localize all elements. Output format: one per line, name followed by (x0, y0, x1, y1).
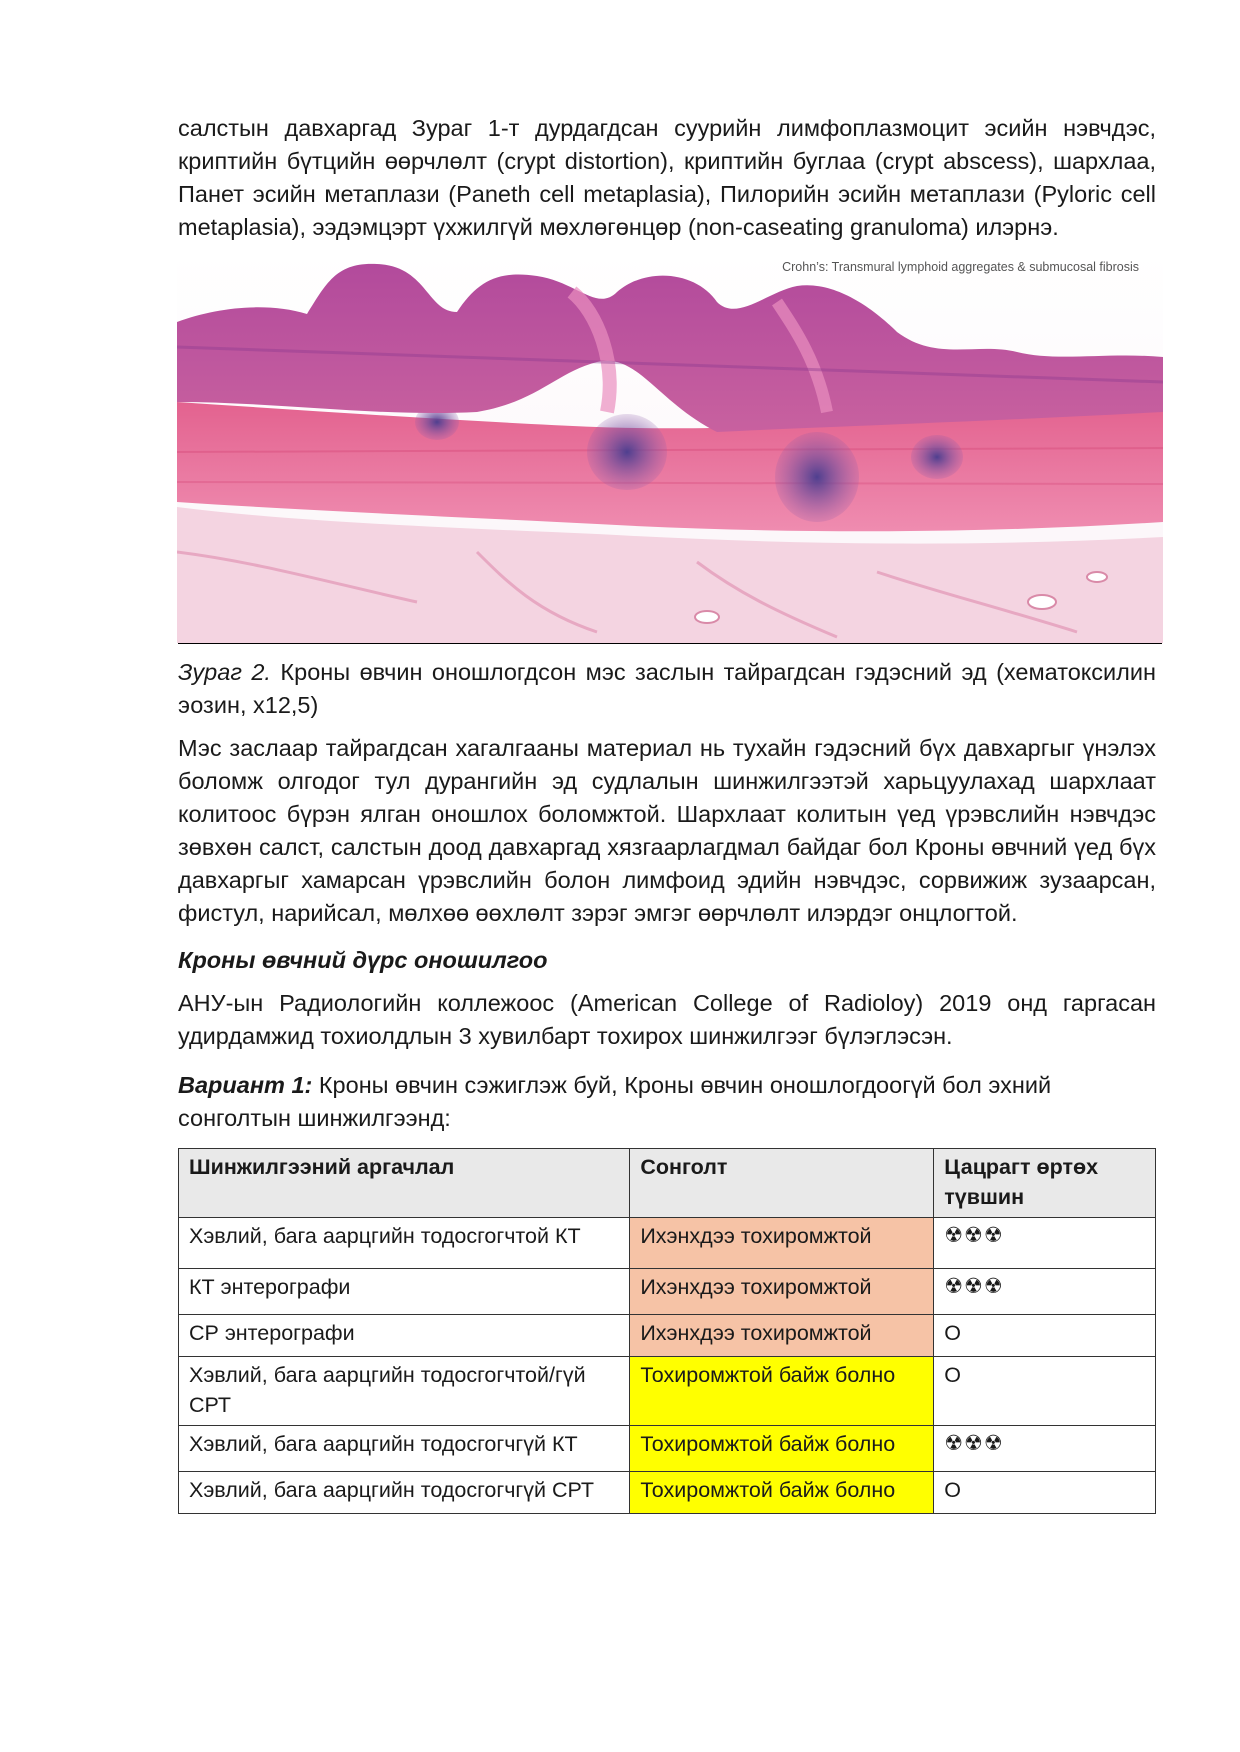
cell-method: СР энтерографи (179, 1315, 630, 1357)
table-header-row (179, 1149, 1156, 1218)
variant-paragraph (178, 1069, 1156, 1135)
acr-paragraph: АНУ-ын Радиологийн коллежоос (American College of Radioloy) 2019 онд гаргасан удирдамжид тохиолдлын 3 хувилбарт тохирох шинжилгээг бүлэглэсэн. (178, 990, 1156, 1049)
table-row (179, 1426, 1156, 1472)
cell-method: КТ энтерографи (179, 1269, 630, 1315)
cell-choice: Тохиромжтой байж болно (630, 1472, 934, 1514)
caption-label: Зураг 2. (178, 659, 271, 685)
cell-choice: Ихэнхдээ тохиромжтой (630, 1218, 934, 1269)
header-choice: Сонголт (630, 1149, 934, 1218)
table-row (179, 1357, 1156, 1426)
cell-radiation-icon: ☢☢☢ (934, 1269, 1156, 1315)
cell-radiation-level: O (934, 1357, 1156, 1426)
intro-paragraph: салстын давхаргад Зураг 1-т дурдагдсан суурийн лимфоплазмоцит эсийн нэвчдэс, криптийн бүтцийн өөрчлөлт (crypt distortion), криптийн буглаа (crypt abscess), шархлаа, Панет эсийн метаплази (Paneth cell metaplasia), Пилорийн эсийн метаплази (Pyloric cell metaplasia), ээдэмцэрт үхжилгүй мөхлөгөнцөр (non-caseating granuloma) илэрнэ. (178, 115, 1156, 240)
document-page (178, 112, 1156, 1514)
variant-label: Вариант 1: (178, 1072, 313, 1098)
table-row (179, 1269, 1156, 1315)
table-row (179, 1218, 1156, 1269)
caption-text: Кроны өвчин оношлогдсон мэс заслын тайрагдсан гэдэсний эд (хематоксилин эозин, x12,5) (178, 659, 1157, 718)
figure-rule (178, 643, 1162, 644)
cell-method: Хэвлий, бага аарцгийн тодосгогчтой/гүй СРТ (179, 1357, 630, 1426)
header-method: Шинжилгээний аргачлал (179, 1149, 630, 1218)
table-row (179, 1472, 1156, 1514)
cell-radiation-level: O (934, 1315, 1156, 1357)
histology-image (177, 252, 1163, 643)
cell-method: Хэвлий, бага аарцгийн тодосгогчгүй СРТ (179, 1472, 630, 1514)
histology-figure (177, 252, 1163, 643)
header-radiation: Цацрагт өртөх түвшин (934, 1149, 1156, 1218)
cell-radiation-icon: ☢☢☢ (934, 1218, 1156, 1269)
cell-radiation-icon: ☢☢☢ (934, 1426, 1156, 1472)
cell-radiation-level: O (934, 1472, 1156, 1514)
section-heading: Кроны өвчний дүрс оношилгоо (178, 947, 548, 973)
figure-caption (178, 656, 1156, 722)
variant-text: Кроны өвчин сэжиглэж буй, Кроны өвчин оношлогдоогүй бол эхний сонголтын шинжилгээнд: (178, 1072, 1052, 1131)
cell-choice: Тохиромжтой байж болно (630, 1357, 934, 1426)
imaging-table (178, 1148, 1156, 1514)
cell-method: Хэвлий, бага аарцгийн тодосгогчгүй КТ (179, 1426, 630, 1472)
cell-choice: Ихэнхдээ тохиромжтой (630, 1315, 934, 1357)
body-paragraph: Мэс заслаар тайрагдсан хагалгааны материал нь тухайн гэдэсний бүх давхаргыг үнэлэх боломж олгодог тул дурангийн эд судлалын шинжилгээтэй харьцуулахад шархлаат колитоос бүрэн ялган оношлох боломжтой. Шархлаат колитын үед үрэвслийн нэвчдэс зөвхөн салст, салстын доод давхаргад хязгаарлагдмал байдаг бол Кроны өвчний үед бүх давхаргыг хамарсан үрэвслийн болон лимфоид эдийн нэвчдэс, сорвижиж зузаарсан, фистул, нарийсал, мөлхөө өөхлөлт зэрэг эмгэг өөрчлөлт илэрдэг онцлогтой. (178, 735, 1156, 926)
cell-method: Хэвлий, бага аарцгийн тодосгогчтой КТ (179, 1218, 630, 1269)
cell-choice: Тохиромжтой байж болно (630, 1426, 934, 1472)
figure-overlay-label: Crohn’s: Transmural lymphoid aggregates & submucosal fibrosis (782, 260, 1139, 274)
cell-choice: Ихэнхдээ тохиромжтой (630, 1269, 934, 1315)
table-row (179, 1315, 1156, 1357)
